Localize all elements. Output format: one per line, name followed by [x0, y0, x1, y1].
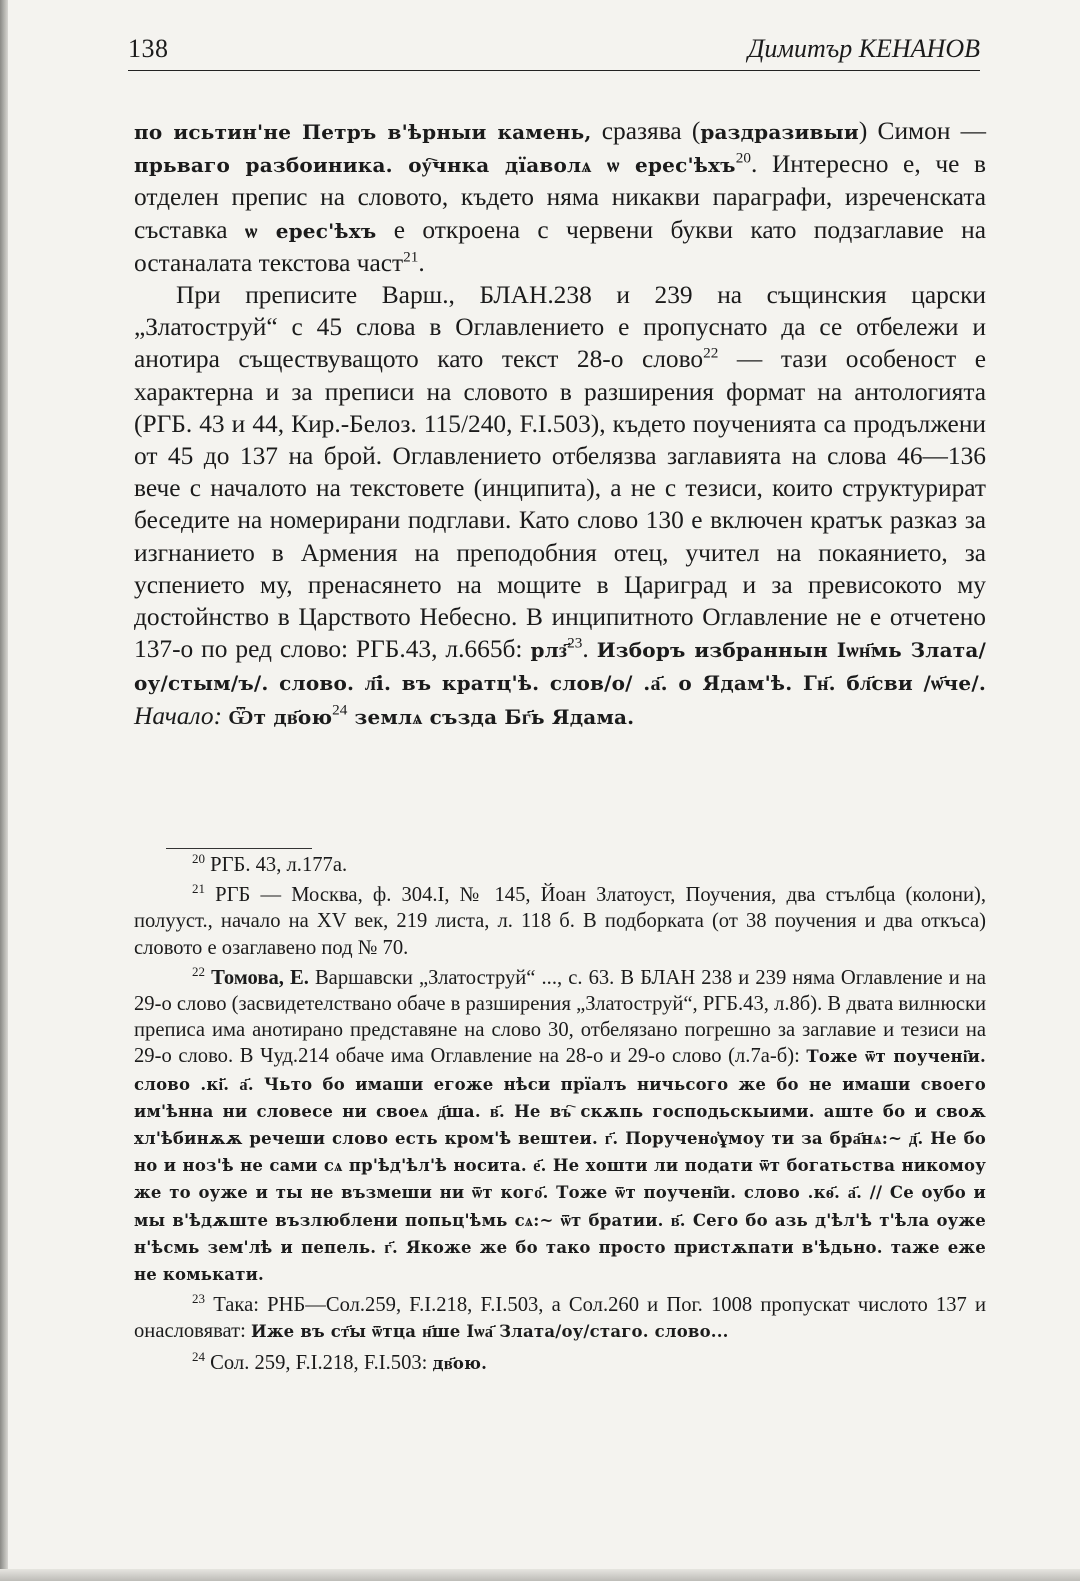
footnote-number: 22: [192, 963, 205, 979]
slavonic-quote: прьваго разбоиника. оу҇чнка дїаволѧ ѡ ерес'ѣхъ: [134, 153, 736, 178]
footnote-22: [134, 965, 986, 1288]
footnote-number: 24: [192, 1348, 205, 1364]
slavonic-quote: Тоже ѿт поучені҄и. слово .кі҃. а҃. Чьто бо имаши егоже нѣси прїалъ ничьсого же бо не имаши своего им'ѣнна ни словесе ни своеѧ д҃ша. в҃. Не въ҇ скѫпь господьскыими. аште бо и своѫ хл'ѣбинѫѫ речеши слово есть кром'ѣ вештеи. г҃. Поручено҆ұмоу ти за бра҃нѧ:~ д҃. Не бо но и ноз'ѣ не сами сѧ пр'ѣд'ѣл'ѣ носита. е҃. Не хошти ли подати ѿт богатьства никомоу же то оуже и ты не възмеши ни ѿт кого҃. Тоже ѿт поучені҄и. слово .кѳ҃. а҃. // Се оубо и мы в'ѣдѫште възлюблени попьц'ѣмь сѧ:~ ѿт братии. в҃. Сего бо азь д'ѣл'ѣ т'ѣла оуже н'ѣсмь зем'лѣ и пепель. г҃. Якоже же бо тако просто пристѫпати в'ѣдьно. таже еже не комькати.: [134, 1047, 986, 1285]
slavonic-quote: землѧ създа Бг҃ь Ядама.: [347, 704, 635, 729]
slavonic-quote: по исьтин'не Петръ в'ѣрныи камень,: [134, 120, 592, 144]
footnote-author: Томова, Е.: [211, 966, 309, 989]
footnote-text: Така: РНБ—Сол.259, F.I.218, F.I.503, а Сол.260 и Пог. 1008 пропускат числото 137 и онасловяват:: [134, 1294, 986, 1343]
footnote-number: 21: [192, 881, 205, 897]
slavonic-quote: дв҃ою.: [432, 1353, 488, 1373]
footnote-21: [134, 882, 986, 961]
footnote-ref: 24: [332, 701, 348, 719]
paragraph-2: [134, 279, 986, 733]
footnote-rule: [166, 848, 312, 849]
footnote-20: [134, 852, 986, 878]
text-run: . Интересно е, че в отделен препис на словото, където няма никакви параграфи, изреченската съставка: [134, 150, 987, 244]
slavonic-quote: раздразивыи: [700, 120, 859, 144]
footnote-number: 20: [192, 851, 205, 867]
page-header: [128, 34, 980, 74]
text-run: .: [582, 635, 597, 664]
paragraph-1: [134, 115, 986, 279]
main-text: [134, 115, 986, 733]
footnote-ref: 22: [703, 344, 719, 362]
text-run: .: [418, 248, 425, 277]
footnote-text: Сол. 259, F.I.218, F.I.503:: [210, 1351, 433, 1374]
footnote-text: Варшавски „Златоструй“ ..., с. 63. В БЛАН 238 и 239 няма Оглавление и на 29-о слово (засвидетелствано обаче в разширения „Златоструй“, РГБ.43, л.8б). В двата вилнюски преписа има анотирано представяне на слово 30, отбелязано погрешно за заглавие и тезиси на 29-о слово. В Чуд.214 обаче има Оглавление на 28-о и 29-о слово (л.7а-б):: [134, 966, 987, 1068]
text-run: е откроена с червени букви като подзаглавие на останалата текстова част: [134, 215, 986, 277]
page-bottom-edge: [0, 1569, 1080, 1581]
header-rule: [128, 70, 980, 71]
footnote-ref: 23: [567, 634, 583, 652]
slavonic-quote: Изборъ избраннын Іѡн҃мь Злата/оу/стым/ъ/. слово. л҃і. въ кратц'ѣ. слов/о/ .а҃. о Ядам'ѣ. Гн҃. бл҃сви /ѡ҃че/.: [134, 638, 987, 696]
text-run: ) Симон —: [858, 117, 986, 145]
footnotes: [134, 852, 986, 1381]
running-head: Димитър КЕНАНОВ: [747, 34, 980, 63]
text-run: При преписите Варш., БЛАН.238 и 239 на същинския царски „Златоструй“ с 45 слова в Оглавлението е пропуснато да се отбележи и анотира съществуващото като текст 28-о слово: [134, 281, 986, 374]
footnote-ref: 20: [735, 149, 751, 167]
slavonic-quote: Иже въ ст҃ы ѿтца н҃ше Іѡа҃ Злата/оу/стаго. слово...: [251, 1322, 729, 1342]
footnote-ref: 21: [403, 248, 419, 266]
footnote-23: [134, 1292, 986, 1345]
italic-label: Начало:: [134, 701, 223, 730]
footnote-text: РГБ. 43, л.177а.: [210, 854, 348, 876]
slavonic-quote: Ѿт дв҃ою: [228, 704, 333, 729]
footnote-24: [134, 1350, 986, 1377]
text-run: — тази особеност е характерна и за преписи на словото в разширения формат на антологията (РГБ. 43 и 44, Кир.-Белоз. 115/240, F.I.503), където поученията са продължени от 45 до 137 на брой. Оглавлението отбелязва заглавията на слова 46—136 вече с началото на текстовете (инципита), а не с тезиси, които структурират беседите на номерирани подглави. Като слово 130 е включен кратък разказ за изгнанието в Армения на преподобния отец, учител на покаянието, за успението му, пренасянето на мощите в Цариград и за превисокото му достойнство в Царството Небесно. В инципитното Оглавление не е отчетено 137-о по ред слово: РГБ.43, л.665б:: [134, 345, 986, 664]
footnote-number: 23: [192, 1291, 205, 1307]
footnote-text: РГБ — Москва, ф. 304.I, № 145, Йоан Златоуст, Поучения, два стълбца (колони), полууст., начало на XV век, 219 листа, л. 118 б. В подборката (от 38 поучения и два откъса) словото е озаглавено под № 70.: [134, 884, 986, 959]
slavonic-quote: ѡ ерес'ѣхъ: [244, 218, 377, 243]
page-number: 138: [128, 34, 169, 63]
slavonic-quote: рлз҃: [530, 638, 568, 663]
text-run: сразява (: [591, 117, 701, 145]
page-edge-shadow: [0, 0, 8, 1581]
